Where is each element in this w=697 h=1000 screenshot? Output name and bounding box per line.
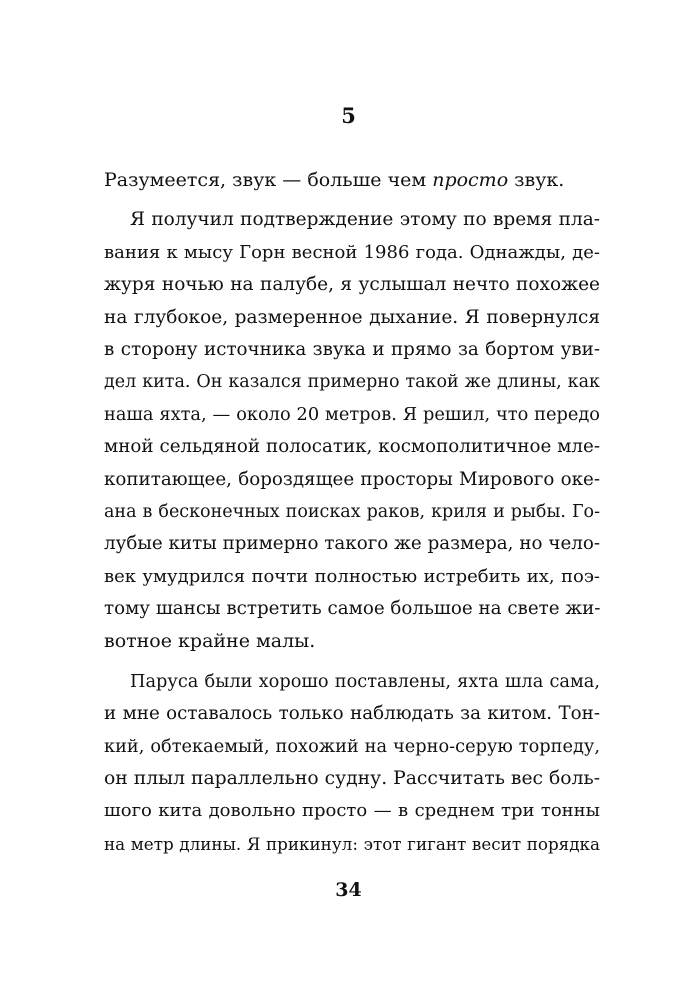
- text-line: вотное крайне малы.: [104, 630, 316, 653]
- text-line: наша яхта, — около 20 метров. Я решил, что передо: [104, 404, 600, 425]
- text-line: журя ночью на палубе, я услышал нечто похожее: [104, 274, 600, 296]
- text-line: на метр длины. Я прикинул: этот гигант весит порядка: [104, 833, 600, 854]
- text-line: он плыл параллельно судну. Рассчитать вес боль-: [104, 768, 601, 790]
- text-line: вания к мысу Горн весной 1986 года. Однажды, де-: [104, 241, 600, 263]
- text-line: Паруса были хорошо поставлены, яхта шла сама,: [130, 671, 600, 692]
- text-line: копитающее, бороздящее просторы Мирового оке-: [104, 468, 600, 490]
- body-text: [104, 164, 600, 860]
- page-number: 34: [335, 879, 362, 901]
- paragraph-2: [104, 204, 600, 657]
- text-line: век умудрился почти полностью истребить их, поэ-: [104, 565, 600, 587]
- text-line: лубые киты примерно такого же размера, но чело-: [104, 533, 600, 555]
- paragraph-1: [104, 164, 600, 196]
- text-line: ана в бесконечных поисках раков, криля и рыбы. Го-: [104, 501, 600, 522]
- text-line: и мне оставалось только наблюдать за китом. Тон-: [104, 703, 600, 725]
- text-line: кий, обтекаемый, похожий на черно-серую торпеду,: [104, 736, 600, 757]
- text-line: дел кита. Он казался примерно такой же длины, как: [104, 372, 600, 393]
- text-line: Я получил подтверждение этому по время пла-: [130, 209, 600, 231]
- paragraph-3: [104, 666, 600, 860]
- text-line: на глубокое, размеренное дыхание. Я повернулся: [104, 306, 600, 328]
- text-line: [104, 164, 600, 196]
- text-line: мной сельдяной полосатик, космополитичное мле-: [104, 436, 600, 458]
- text-line: в сторону источника звука и прямо за бортом уви-: [104, 338, 600, 360]
- text-line: шого кита довольно просто — в среднем три тонны: [104, 800, 600, 822]
- chapter-number: 5: [341, 103, 356, 128]
- text-segment: Разумеется, звук — больше чем: [104, 169, 433, 191]
- text-segment: звук.: [508, 169, 565, 191]
- text-line: тому шансы встретить самое большое на свете жи-: [104, 598, 601, 620]
- emphasis-text: просто: [432, 169, 509, 191]
